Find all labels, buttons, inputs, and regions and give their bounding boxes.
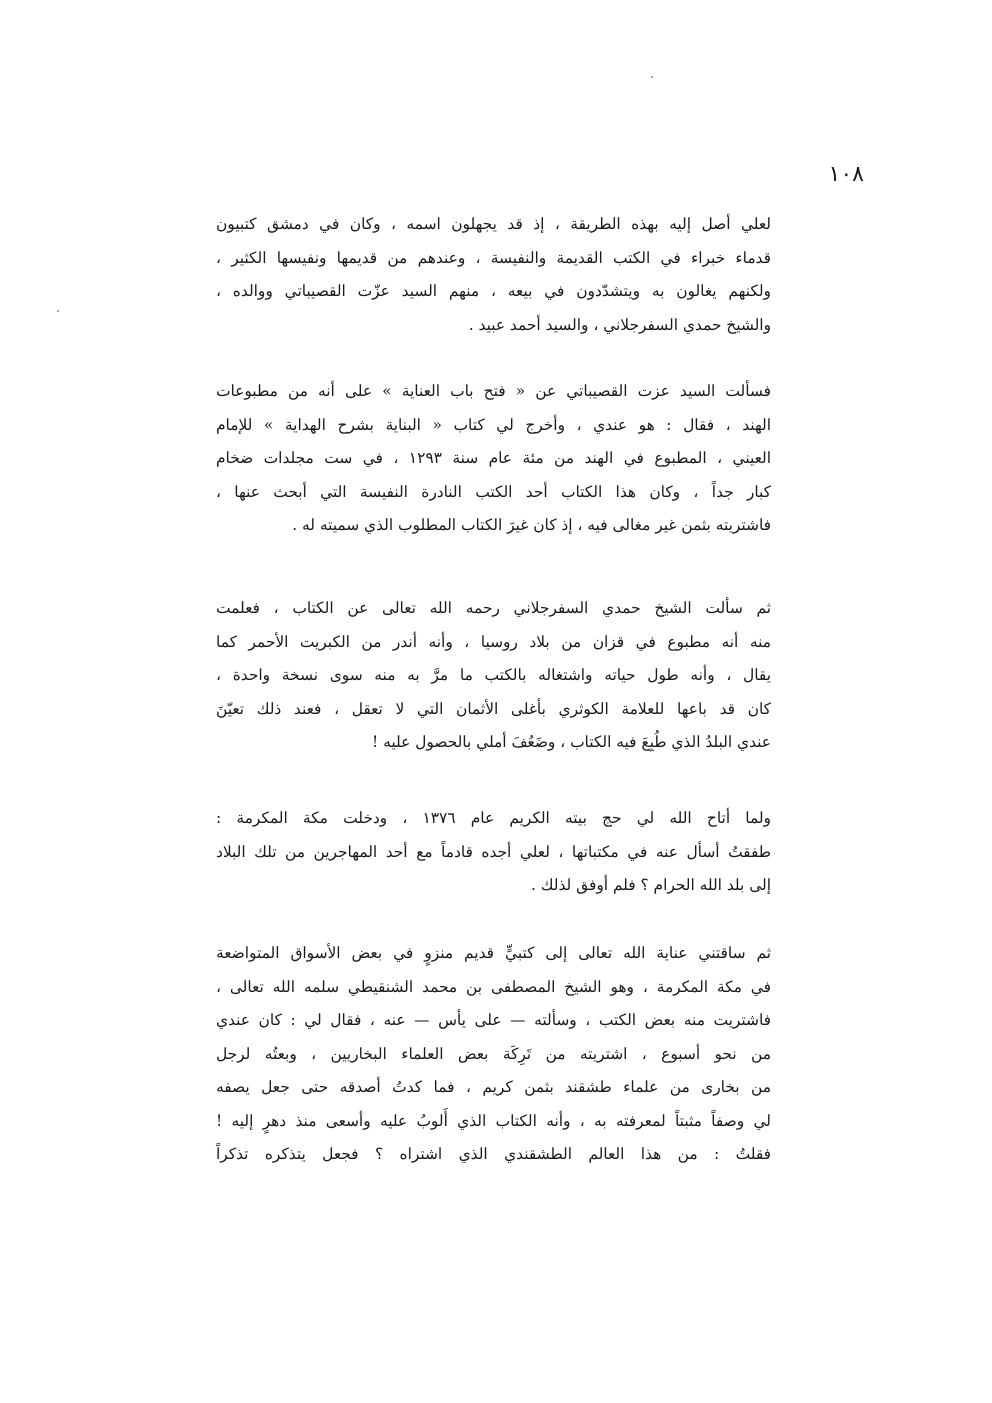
paragraph — [216, 208, 771, 342]
text-line: طفقتُ أسأل عنه في مكتباتها ، لعلي أجده قادماً مع أحد المهاجرين من تلك البلاد — [216, 842, 771, 861]
paragraph — [216, 937, 771, 1172]
text-line: فقلتُ : من هذا العالم الطشقندي الذي اشتراه ؟ فجعل يتذكره تذكراً — [216, 1145, 771, 1163]
text-line: فسألت السيد عزت القصيباتي عن « فتح باب العناية » على أنه من مطبوعات — [216, 382, 771, 400]
text-line: من نحو أسبوع ، اشتريته من تَرِكَة بعض العلماء البخاريين ، وبعتُه لرجل — [216, 1044, 771, 1063]
text-line: فاشتريته بثمن غير مغالى فيه ، إذ كان غيرَ الكتاب المطلوب الذي سميته له . — [292, 516, 771, 534]
text-line: كبار جداً ، وكان هذا الكتاب أحد الكتب النادرة النفيسة التي أبحث عنها ، — [216, 482, 771, 501]
text-line: الهند ، فقال : هو عندي ، وأخرج لي كتاب « البناية بشرح الهداية » للإمام — [216, 415, 771, 434]
text-line: والشيخ حمدي السفرجلاني ، والسيد أحمد عبيد . — [468, 315, 771, 334]
text-line: في مكة المكرمة ، وهو الشيخ المصطفى بن محمد الشنقيطي سلمه الله تعالى ، — [216, 977, 771, 996]
text-line: لي وصفاً مثبتاً لمعرفته به ، وأنه الكتاب الذي أَلوبُ عليه وأسعى منذ دهرٍ إليه ! — [216, 1111, 771, 1130]
paragraph — [216, 375, 771, 543]
scan-speck — [651, 76, 653, 78]
paragraph — [216, 592, 771, 760]
paragraph — [216, 802, 771, 903]
text-line: إلى بلد الله الحرام ؟ فلم أوفق لذلك . — [531, 876, 771, 894]
page-number: ١٠٨ — [828, 162, 864, 187]
text-line: يقال ، وأنه طول حياته واشتغاله بالكتب ما مرَّ به منه سوى نسخة واحدة ، — [216, 666, 771, 684]
text-line: منه أنه مطبوع في قزان من بلاد روسيا ، وأنه أندر من الكبريت الأحمر كما — [216, 632, 771, 651]
text-line: ثم ساقتني عناية الله تعالى إلى كتبيٍّ قديم منزوٍ في بعض الأسواق المتواضعة — [216, 944, 771, 962]
text-line: ثم سألت الشيخ حمدي السفرجلاني رحمه الله تعالى عن الكتاب ، فعلمت — [216, 599, 771, 617]
scan-speck — [57, 310, 59, 312]
text-line: فاشتريت منه بعض الكتب ، وسألته — على يأس — عنه ، فقال لي : كان عندي — [216, 1011, 771, 1029]
text-line: كان قد باعها للعلامة الكوثري بأغلى الأثمان التي لا تعقل ، فعند ذلك تعيّنَ — [216, 699, 771, 718]
text-line: لعلي أصل إليه بهذه الطريقة ، إذ قد يجهلون اسمه ، وكان في دمشق كتبيون — [216, 215, 771, 233]
text-line: عندي البلدُ الذي طُبِعَ فيه الكتاب ، وضَعُفَ أملي بالحصول عليه ! — [372, 733, 771, 751]
text-line: من بخارى من علماء طشقند بثمن كريم ، فما كدتُ أصدقه حتى جعل يصفه — [216, 1078, 771, 1096]
text-line: ولكنهم يغالون به ويتشدّدون في بيعه ، منهم السيد عزّت القصيباتي ووالده ، — [216, 282, 771, 300]
text-line: ولما أتاح الله لي حج بيته الكريم عام ١٣٧٦ ، ودخلت مكة المكرمة : — [216, 809, 771, 827]
text-line: العيني ، المطبوع في الهند من مئة عام سنة ١٢٩٣ ، في ست مجلدات ضخام — [216, 449, 771, 467]
text-line: قدماء خبراء في الكتب القديمة والنفيسة ، وعندهم من قديمها ونفيسها الكثير ، — [216, 248, 771, 267]
